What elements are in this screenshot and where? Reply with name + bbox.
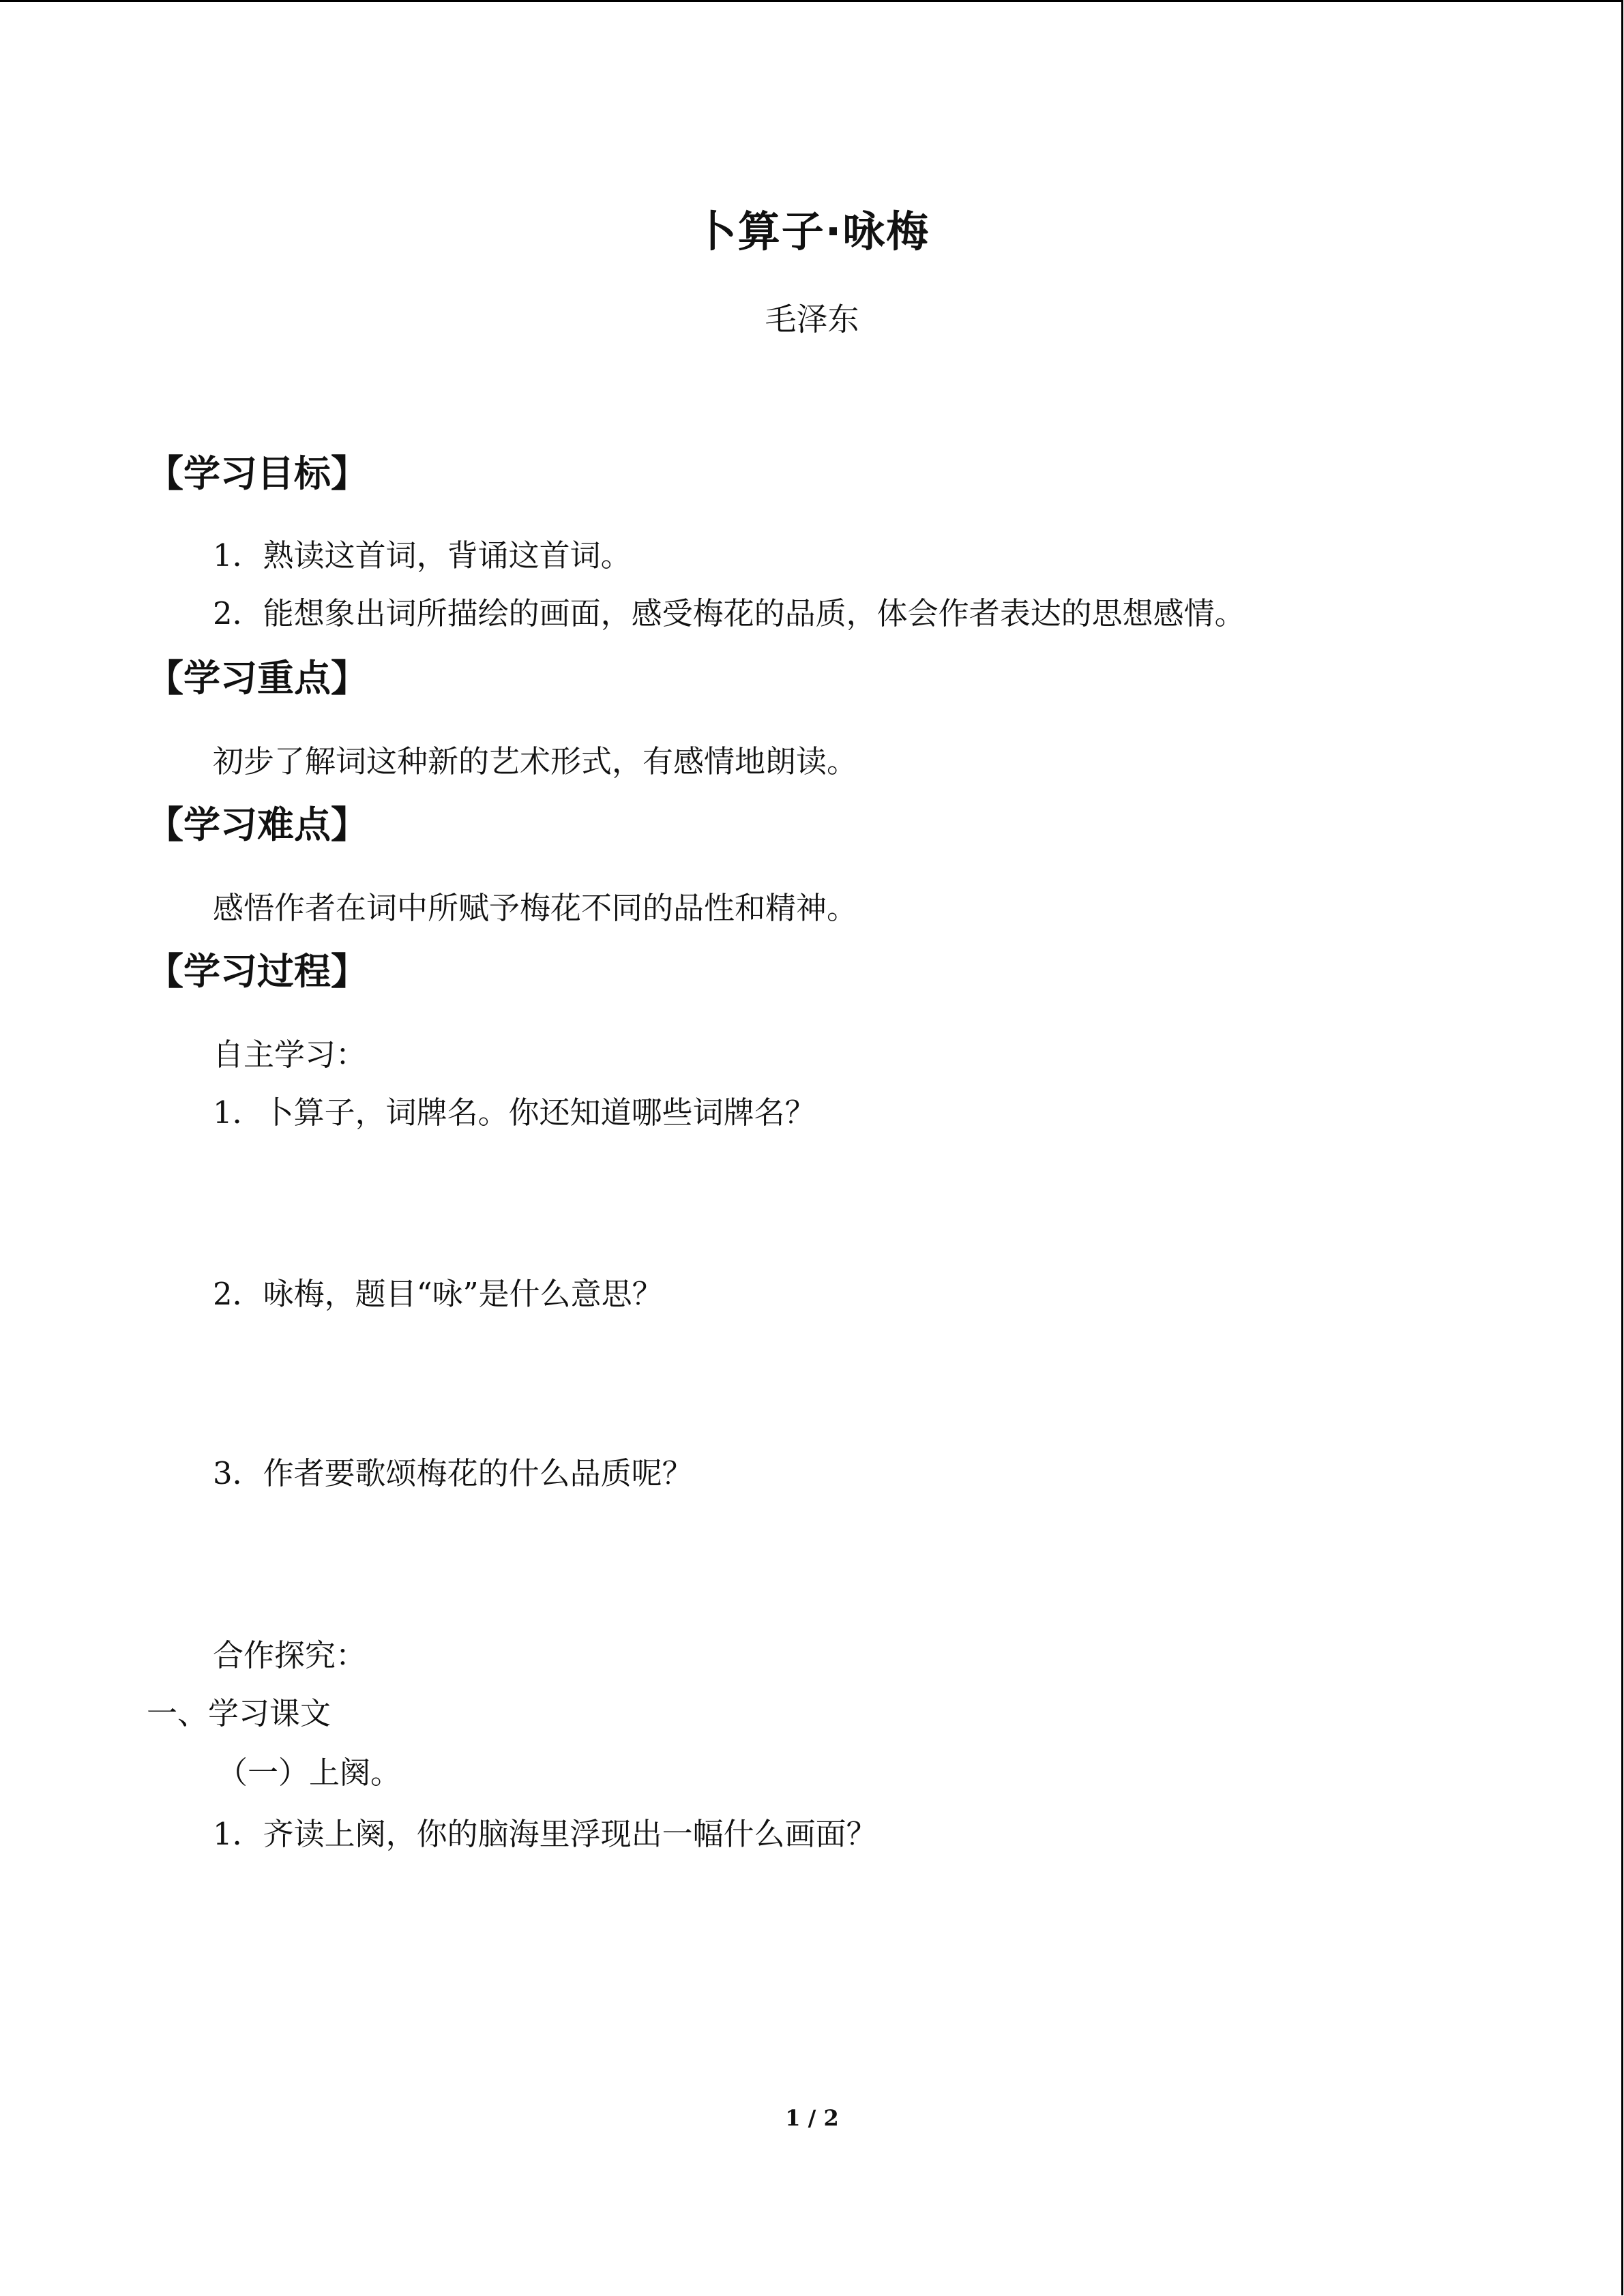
part-one: （一）上阕。	[217, 1755, 402, 1791]
objective-item-2: 2．能想象出词所描绘的画面，感受梅花的品质，体会作者表达的思想感情。	[213, 595, 1245, 631]
question-3: 3．作者要歌颂梅花的什么品质呢？	[213, 1455, 693, 1491]
difficulties-text: 感悟作者在词中所赋予梅花不同的品性和精神。	[213, 890, 858, 926]
section-one: 一、学习课文	[147, 1695, 331, 1731]
self-study-label: 自主学习：	[213, 1037, 367, 1073]
page-number: 1 / 2	[785, 2105, 839, 2131]
objective-item-1: 1．熟读这首词，背诵这首词。	[213, 537, 632, 573]
cooperation-label: 合作探究：	[213, 1637, 367, 1673]
question-1: 1．卜算子，词牌名。你还知道哪些词牌名？	[213, 1094, 816, 1131]
heading-difficulties: 【学习难点】	[147, 803, 368, 846]
heading-key-points: 【学习重点】	[147, 657, 368, 700]
author: 毛泽东	[765, 301, 859, 338]
question-2: 2．咏梅，题目“咏”是什么意思？	[213, 1276, 663, 1312]
heading-objectives: 【学习目标】	[147, 452, 368, 495]
part-one-question: 1．齐读上阕，你的脑海里浮现出一幅什么画面？	[213, 1816, 877, 1852]
heading-process: 【学习过程】	[147, 950, 368, 993]
key-points-text: 初步了解词这种新的艺术形式，有感情地朗读。	[213, 743, 858, 779]
page-title: 卜算子·咏梅	[694, 207, 930, 256]
